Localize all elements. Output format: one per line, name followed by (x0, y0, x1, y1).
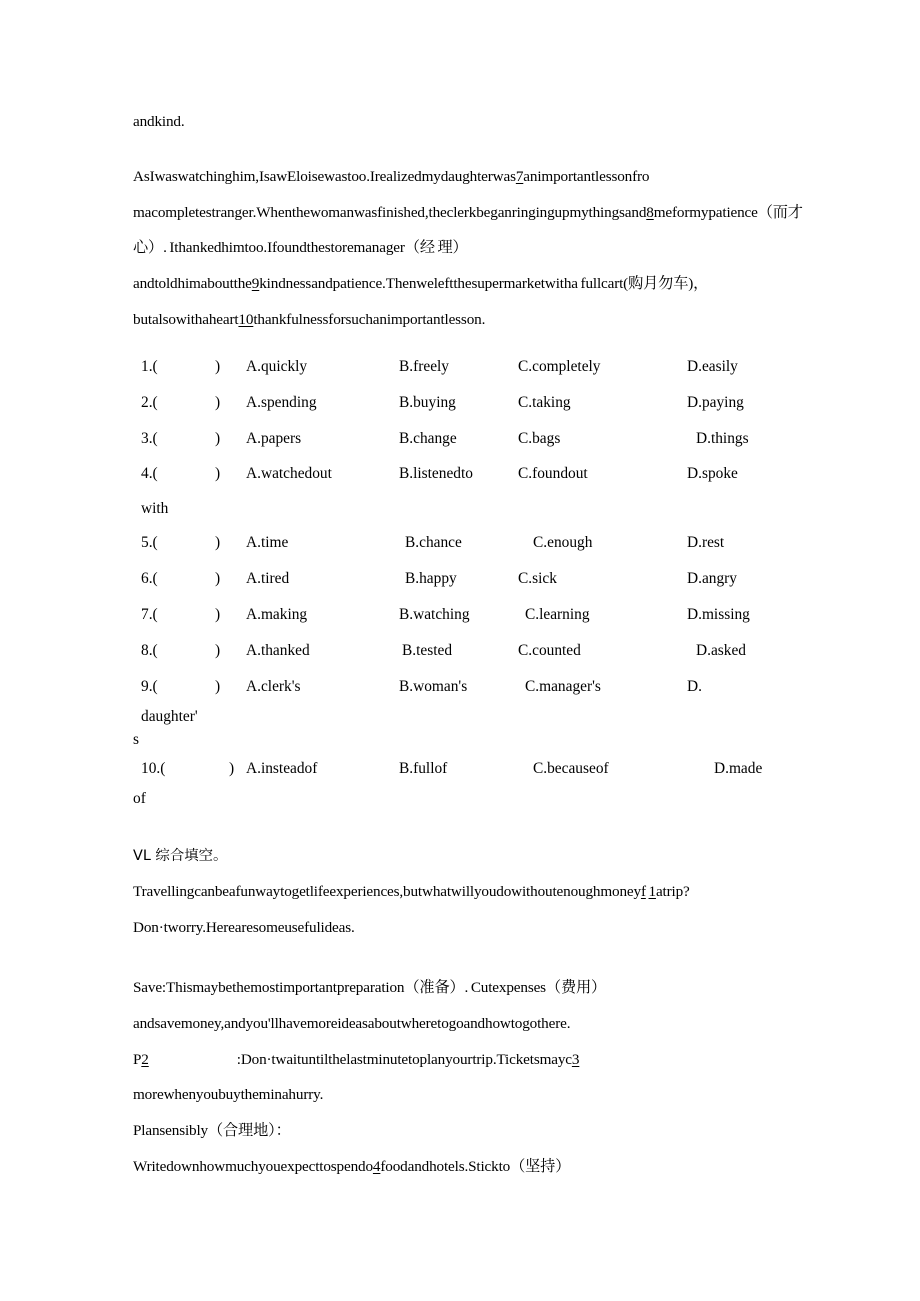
option-a[interactable]: A.time (246, 534, 289, 552)
option-b[interactable]: B.chance (405, 534, 462, 552)
question-number: 5.( (141, 534, 158, 552)
option-a[interactable]: A.papers (246, 429, 302, 447)
option-a[interactable]: A.watchedout (246, 465, 332, 483)
question-row-4 (133, 456, 813, 492)
plan-paragraph-line2 (133, 1077, 813, 1113)
question-row-2 (133, 385, 813, 421)
option-c[interactable]: C.manager's (525, 677, 601, 695)
passage-segment-6: kindnessandpatience.Thenweleftthesupermarketwitha (259, 275, 578, 293)
option-a[interactable]: A.quickly (246, 357, 308, 375)
question-row-9 (133, 669, 813, 705)
option-a[interactable]: A.insteadof (246, 759, 318, 777)
option-c[interactable]: C.bags (518, 429, 561, 447)
plan-paragraph (133, 1042, 813, 1078)
save-line-1: Save:Thismaybethemostimportantpreparation（准备）. Cutexpenses（费用） (133, 979, 607, 997)
option-c[interactable]: C.taking (518, 393, 571, 411)
write-down-paragraph (133, 1149, 813, 1185)
option-b[interactable]: B.happy (405, 570, 457, 588)
question-number: 10.( (141, 759, 166, 777)
answer-bracket[interactable]: ) (215, 677, 221, 695)
blank-2: 2 (141, 1050, 149, 1068)
option-d[interactable]: D.missing (687, 606, 750, 624)
option-c[interactable]: C.foundout (518, 465, 588, 483)
option-wrap-text: with (141, 500, 169, 518)
question-number: 2.( (141, 393, 158, 411)
answer-bracket[interactable]: ) (215, 642, 221, 660)
section-heading (133, 838, 813, 875)
option-a[interactable]: A.tired (246, 570, 290, 588)
answer-bracket[interactable]: ) (215, 393, 221, 411)
option-c[interactable]: C.becauseof (533, 759, 609, 777)
option-d[interactable]: D.spoke (687, 465, 738, 483)
option-wrap-daughter (133, 705, 813, 728)
option-b[interactable]: B.listenedto (399, 465, 473, 483)
option-wrap-s (133, 728, 813, 751)
answer-bracket[interactable]: ) (215, 429, 221, 447)
option-wrap-with (133, 492, 813, 525)
blank-1: 1 (648, 883, 656, 901)
question-number: 6.( (141, 570, 158, 588)
option-a[interactable]: A.thanked (246, 642, 310, 660)
option-c[interactable]: C.sick (518, 570, 557, 588)
question-number: 8.( (141, 642, 158, 660)
section-heading-text: VL 综合填空。 (133, 847, 228, 864)
question-row-6 (133, 561, 813, 597)
passage-text: andkind. (133, 113, 185, 130)
blank-f: f (640, 883, 646, 901)
option-a[interactable]: A.spending (246, 393, 317, 411)
option-b[interactable]: B.buying (399, 393, 456, 411)
question-row-5 (133, 525, 813, 561)
option-d[interactable]: D.easily (687, 357, 738, 375)
passage-segment-7: fullcart(购月勿车)，butalsowithaheart (133, 275, 709, 328)
passage-segment-5: 理）andtoldhimaboutthe (133, 239, 468, 293)
write-segment-2: foodandhotels.Stickto（坚持） (380, 1158, 571, 1176)
intro-segment-1: Travellingcanbeafunwaytogetlifeexperiences,butwhatwillyoudowithoutenoughmoney (133, 883, 641, 901)
option-b[interactable]: B.freely (399, 357, 449, 375)
passage-segment-8: thankfulnessforsuchanimportantlesson. (253, 310, 486, 328)
plan-sensibly-heading (133, 1113, 813, 1149)
option-b[interactable]: B.fullof (399, 759, 448, 777)
option-c[interactable]: C.completely (518, 357, 601, 375)
question-number: 4.( (141, 465, 158, 483)
option-wrap-text: s (133, 730, 139, 748)
option-b[interactable]: B.watching (399, 606, 470, 624)
passage-segment-1: AsIwaswatchinghim,IsawEloisewastoo.Irealizedmydaughterwas (133, 167, 516, 185)
blank-3: 3 (571, 1050, 580, 1068)
answer-bracket[interactable]: ) (215, 357, 221, 375)
option-c[interactable]: C.learning (525, 606, 590, 624)
cloze-passage-paragraph (133, 159, 813, 338)
answer-bracket[interactable]: ) (215, 606, 221, 624)
blank-9: 9 (251, 275, 260, 293)
question-number: 3.( (141, 429, 158, 447)
section2-intro (133, 874, 813, 946)
option-d[interactable]: D.made (714, 759, 763, 777)
write-segment-1: Writedownhowmuchyouexpecttospendo (133, 1158, 373, 1176)
option-d[interactable]: D.paying (687, 393, 744, 411)
option-a[interactable]: A.making (246, 606, 308, 624)
plan-heading-text: Plansensibly（合理地）： (133, 1122, 291, 1140)
option-a[interactable]: A.clerk's (246, 677, 301, 695)
blank-4: 4 (372, 1158, 381, 1176)
question-row-7 (133, 597, 813, 633)
question-row-3 (133, 421, 813, 457)
intro-segment-2: atrip?Don·tworry.Herearesomeusefulideas. (133, 883, 690, 937)
answer-bracket[interactable]: ) (229, 759, 235, 777)
option-b[interactable]: B.change (399, 429, 457, 447)
p-label: P (133, 1050, 142, 1068)
option-d[interactable]: D.rest (687, 534, 725, 552)
save-paragraph (133, 970, 813, 1042)
option-c[interactable]: C.counted (518, 642, 581, 660)
answer-bracket[interactable]: ) (215, 534, 221, 552)
answer-bracket[interactable]: ) (215, 570, 221, 588)
blank-8: 8 (646, 203, 654, 221)
option-d[interactable]: D.asked (696, 642, 747, 660)
option-wrap-text: of (133, 789, 146, 807)
option-c[interactable]: C.enough (533, 534, 593, 552)
option-d[interactable]: D.things (696, 429, 749, 447)
page-content (133, 104, 813, 1185)
passage-segment-3: macompletestranger.Whenthewomanwasfinished,theclerkbeganringingupmythingsand (133, 203, 647, 221)
passage-line-andkind (133, 104, 813, 140)
passage-segment-2: animportantlessonfro (523, 167, 650, 185)
answer-bracket[interactable]: ) (215, 465, 221, 483)
option-b[interactable]: B.woman's (399, 677, 468, 695)
question-row-1 (133, 349, 813, 385)
blank-10: 10 (238, 310, 254, 328)
p-text: :Don·twaituntilthelastminutetoplanyourtrip.Ticketsmayc (236, 1050, 572, 1068)
question-number: 1.( (141, 357, 158, 375)
option-wrap-text: daughter' (141, 707, 198, 725)
option-d[interactable]: D. (687, 677, 702, 695)
multiple-choice-list (133, 349, 813, 810)
question-number: 9.( (141, 677, 158, 695)
p-line-2: morewhenyoubuytheminahurry. (133, 1086, 324, 1104)
option-wrap-of (133, 787, 813, 810)
option-d[interactable]: D.angry (687, 570, 738, 588)
question-row-10 (133, 751, 813, 787)
option-b[interactable]: B.tested (402, 642, 453, 660)
blank-7: 7 (515, 167, 524, 185)
question-number: 7.( (141, 606, 158, 624)
question-row-8 (133, 633, 813, 669)
passage-segment-4: meformypatience（而才心）. Ithankedhimtoo.Ifoundthestoremanager（经 (133, 203, 803, 257)
save-line-2: andsavemoney,andyou'llhavemoreideasaboutwheretogoandhowtogothere. (133, 1014, 571, 1032)
